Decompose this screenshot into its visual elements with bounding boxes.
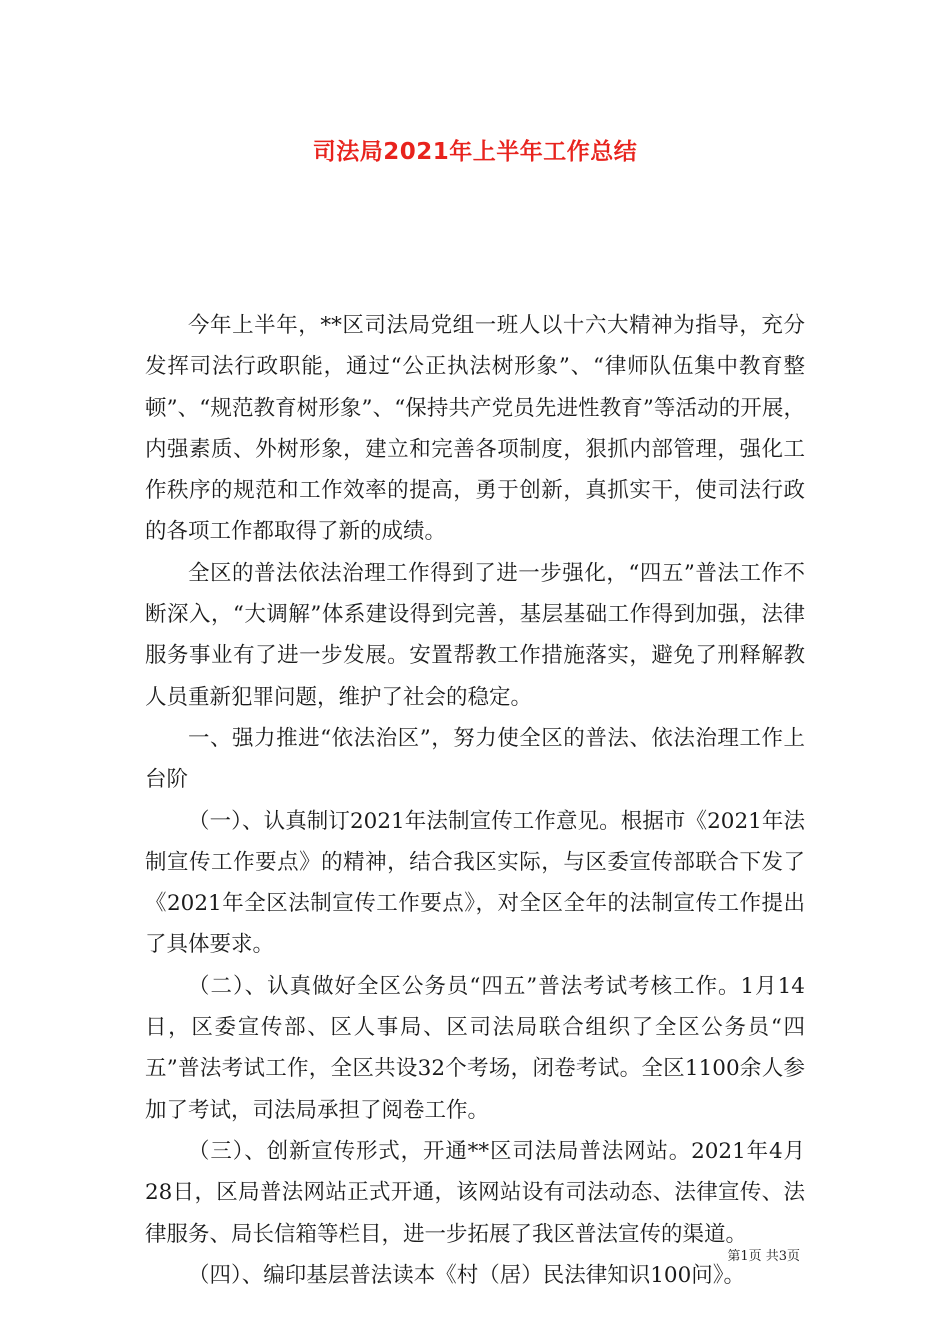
paragraph-item-1: （一）、认真制订2021年法制宣传工作意见。根据市《2021年法制宣传工作要点》的精神，结合我区实际，与区委宣传部联合下发了《2021年全区法制宣传工作要点》，对全区全年的法制宣传工作提出了具体要求。 <box>145 808 805 958</box>
section-heading-1: 一、强力推进“依法治区”，努力使全区的普法、依法治理工作上台阶 <box>145 725 805 793</box>
paragraph-summary: 全区的普法依法治理工作得到了进一步强化，“四五”普法工作不断深入，“大调解”体系建设得到完善，基层基础工作得到加强，法律服务事业有了进一步发展。安置帮教工作措施落实，避免了刑释解教人员重新犯罪问题，维护了社会的稳定。 <box>145 560 805 710</box>
page-number-footer: 第1页 共3页 <box>727 1249 800 1264</box>
paragraph-intro: 今年上半年，**区司法局党组一班人以十六大精神为指导，充分发挥司法行政职能，通过“公正执法树形象”、“律师队伍集中教育整顿”、“规范教育树形象”、“保持共产党员先进性教育”等活动的开展，内强素质、外树形象，建立和完善各项制度，狠抓内部管理，强化工作秩序的规范和工作效率的提高，勇于创新，真抓实干，使司法行政的各项工作都取得了新的成绩。 <box>145 313 805 545</box>
paragraph-item-4: （四）、编印基层普法读本《村（居）民法律知识100问》。 <box>188 1262 746 1288</box>
document-body <box>145 305 805 1296</box>
document-title: 司法局2021年上半年工作总结 <box>312 139 638 165</box>
paragraph-item-3: （三）、创新宣传形式，开通**区司法局普法网站。2021年4月28日，区局普法网站正式开通，该网站设有司法动态、法律宣传、法律服务、局长信箱等栏目，进一步拓展了我区普法宣传的渠道。 <box>145 1138 805 1247</box>
paragraph-item-2: （二）、认真做好全区公务员“四五”普法考试考核工作。1月14日，区委宣传部、区人事局、区司法局联合组织了全区公务员“四五”普法考试工作，全区共设32个考场，闭卷考试。全区1100余人参加了考试，司法局承担了阅卷工作。 <box>145 973 805 1123</box>
